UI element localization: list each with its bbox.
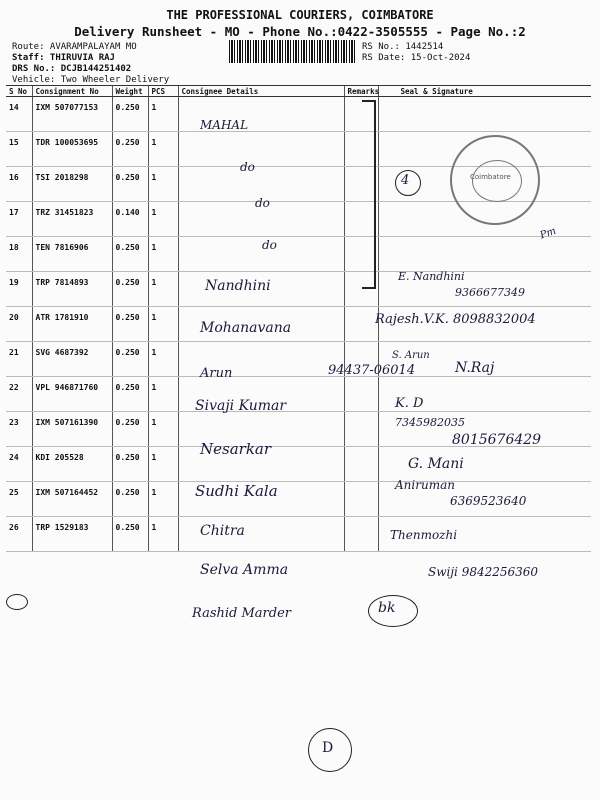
handwritten-phone: 6369523640 (450, 494, 527, 508)
consignment-no: TSI 2018298 (32, 167, 112, 202)
consignment-no: VPL 946871760 (32, 377, 112, 412)
sno: 19 (6, 272, 32, 307)
handwritten-consignee: do (262, 238, 277, 252)
handwritten-phone: 8015676429 (452, 432, 542, 448)
handwritten-signature: Rajesh.V.K. 8098832004 (375, 312, 536, 327)
table-row (6, 97, 591, 132)
handwritten-signature: E. Nandhini (398, 270, 465, 283)
col-pcs: PCS (148, 86, 178, 97)
handwritten-signature: bk (378, 600, 396, 616)
handwritten-consignee: Sivaji Kumar (195, 398, 287, 414)
weight: 0.140 (112, 202, 148, 237)
handwritten-consignee: do (255, 196, 270, 210)
pcs: 1 (148, 412, 178, 447)
remarks-bracket (362, 100, 376, 289)
runsheet-title: Delivery Runsheet - MO - Phone No.:0422-3505555 - Page No.:2 (74, 24, 526, 39)
consignment-no: IXM 507077153 (32, 97, 112, 132)
route-label: Route: AVARAMPALAYAM MO (12, 42, 137, 52)
sno: 23 (6, 412, 32, 447)
table-row (6, 237, 591, 272)
handwritten-signature: N.Raj (455, 360, 495, 376)
handwritten-consignee: Arun (200, 366, 233, 381)
sno: 17 (6, 202, 32, 237)
company-title: THE PROFESSIONAL COURIERS, COIMBATORE (166, 8, 434, 22)
col-sno: S No (6, 86, 32, 97)
pcs: 1 (148, 97, 178, 132)
col-seal: Seal & Signature (378, 86, 591, 97)
pcs: 1 (148, 517, 178, 552)
consignment-no: TRZ 31451823 (32, 202, 112, 237)
weight: 0.250 (112, 132, 148, 167)
table-row (6, 447, 591, 482)
sno: 14 (6, 97, 32, 132)
weight: 0.250 (112, 482, 148, 517)
sno: 24 (6, 447, 32, 482)
pcs: 1 (148, 342, 178, 377)
pcs: 1 (148, 202, 178, 237)
pcs: 1 (148, 237, 178, 272)
sno: 21 (6, 342, 32, 377)
handwritten-signature: Aniruman (395, 478, 455, 492)
handwritten-consignee: Nandhini (205, 278, 271, 294)
handwritten-initial: Pm (538, 225, 558, 242)
handwritten-phone: 9366677349 (455, 286, 525, 299)
consignment-no: IXM 507164452 (32, 482, 112, 517)
consignment-no: ATR 1781910 (32, 307, 112, 342)
handwritten-signature: S. Arun (392, 350, 430, 361)
pcs: 1 (148, 132, 178, 167)
pcs: 1 (148, 167, 178, 202)
handwritten-consignee: MAHAL (200, 118, 249, 132)
rs-no: RS No.: 1442514 (362, 42, 444, 52)
barcode (229, 40, 357, 63)
pcs: 1 (148, 482, 178, 517)
handwritten-consignee: Sudhi Kala (195, 482, 278, 500)
weight: 0.250 (112, 307, 148, 342)
handwritten-consignee: Nesarkar (200, 440, 272, 458)
pcs: 1 (148, 272, 178, 307)
consignment-no: IXM 507161390 (32, 412, 112, 447)
weight: 0.250 (112, 167, 148, 202)
sno: 26 (6, 517, 32, 552)
weight: 0.250 (112, 272, 148, 307)
handwritten-signature: Thenmozhi (390, 528, 458, 542)
weight: 0.250 (112, 237, 148, 272)
company-seal-text: Coimbatore (470, 173, 511, 181)
consignment-no: SVG 4687392 (32, 342, 112, 377)
pcs: 1 (148, 307, 178, 342)
col-weight: Weight (112, 86, 148, 97)
handwritten-consignee: do (240, 160, 255, 174)
company-seal-inner (472, 160, 522, 202)
handwritten-consignee: Selva Amma (200, 562, 289, 578)
sno: 15 (6, 132, 32, 167)
handwritten-mark: 4 (401, 173, 410, 188)
table-row (6, 377, 591, 412)
handwritten-consignee: Chitra (200, 523, 245, 539)
sno: 25 (6, 482, 32, 517)
staff-label: Staff: THIRUVIA RAJ (12, 53, 115, 63)
weight: 0.250 (112, 342, 148, 377)
drs-label: DRS No.: DCJB144251402 (12, 64, 132, 74)
handwritten-consignee: Rashid Marder (192, 606, 291, 621)
table-row (6, 517, 591, 552)
handwritten-signature: Swiji 9842256360 (428, 565, 539, 579)
weight: 0.250 (112, 412, 148, 447)
sno: 20 (6, 307, 32, 342)
vehicle-label: Vehicle: Two Wheeler Delivery (12, 75, 170, 85)
handwritten-signature: G. Mani (408, 456, 464, 472)
consignment-no: TRP 7814893 (32, 272, 112, 307)
consignment-no: KDI 205528 (32, 447, 112, 482)
weight: 0.250 (112, 447, 148, 482)
sno: 22 (6, 377, 32, 412)
col-remarks: Remarks (344, 86, 378, 97)
handwritten-consignee: Mohanavana (200, 320, 292, 336)
sno: 16 (6, 167, 32, 202)
weight: 0.250 (112, 377, 148, 412)
handwritten-phone: 94437-06014 (328, 363, 416, 378)
handwritten-mark: D (322, 740, 334, 756)
consignment-no: TRP 1529183 (32, 517, 112, 552)
weight: 0.250 (112, 97, 148, 132)
handwritten-signature: K. D (395, 396, 424, 411)
rs-date: RS Date: 15-Oct-2024 (362, 53, 471, 63)
pcs: 1 (148, 447, 178, 482)
pcs: 1 (148, 377, 178, 412)
table-row (6, 342, 591, 377)
consignment-no: TDR 100053695 (32, 132, 112, 167)
col-consignee: Consignee Details (178, 86, 344, 97)
circled-row-number (6, 594, 28, 610)
table-header (6, 86, 591, 97)
weight: 0.250 (112, 517, 148, 552)
sno: 18 (6, 237, 32, 272)
col-consignment: Consignment No (32, 86, 112, 97)
handwritten-phone: 7345982035 (395, 416, 465, 429)
consignment-no: TEN 7816906 (32, 237, 112, 272)
